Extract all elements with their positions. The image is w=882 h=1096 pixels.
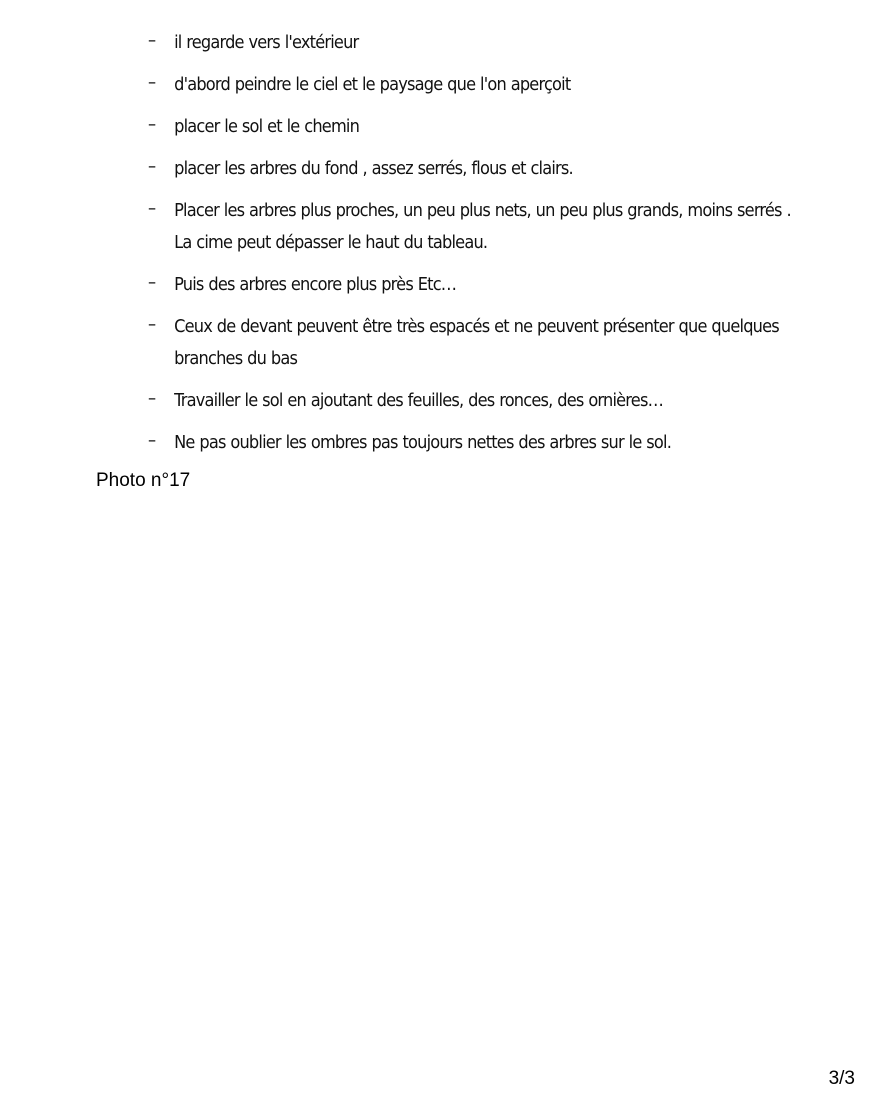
list-dash: – <box>148 114 156 135</box>
list-item-text: Placer les arbres plus proches, un peu plus nets, un peu plus grands, moins serrés . La cime peut dépasser le haut du tableau. <box>174 200 791 253</box>
list-item <box>148 269 792 301</box>
list-item-text: Ceux de devant peuvent être très espacés et ne peuvent présenter que quelques branches du bas <box>174 316 779 369</box>
list-item <box>148 111 792 143</box>
list-item-text: il regarde vers l'extérieur <box>174 32 359 53</box>
list-dash: – <box>148 156 156 177</box>
list-item-text: Ne pas oublier les ombres pas toujours nettes des arbres sur le sol. <box>174 432 672 453</box>
list-item <box>148 311 792 375</box>
instruction-list <box>148 27 864 469</box>
list-item-text: d'abord peindre le ciel et le paysage que l'on aperçoit <box>174 74 571 95</box>
list-item <box>148 69 792 101</box>
list-dash: – <box>148 314 156 335</box>
list-item <box>148 195 792 259</box>
list-item-text: Travailler le sol en ajoutant des feuilles, des ronces, des ornières… <box>174 390 663 411</box>
list-item <box>148 385 792 417</box>
list-item-text: Puis des arbres encore plus près Etc… <box>174 274 457 295</box>
list-dash: – <box>148 72 156 93</box>
photo-caption: Photo n°17 <box>96 470 191 491</box>
list-dash: – <box>148 272 156 293</box>
list-dash: – <box>148 388 156 409</box>
list-item-text: placer le sol et le chemin <box>174 116 360 137</box>
list-dash: – <box>148 198 156 219</box>
page-number: 3/3 <box>828 1068 855 1089</box>
list-item <box>148 153 792 185</box>
list-dash: – <box>148 30 156 51</box>
list-dash: – <box>148 430 156 451</box>
list-item-text: placer les arbres du fond , assez serrés, flous et clairs. <box>174 158 573 179</box>
list-item <box>148 27 792 59</box>
list-item <box>148 427 792 459</box>
